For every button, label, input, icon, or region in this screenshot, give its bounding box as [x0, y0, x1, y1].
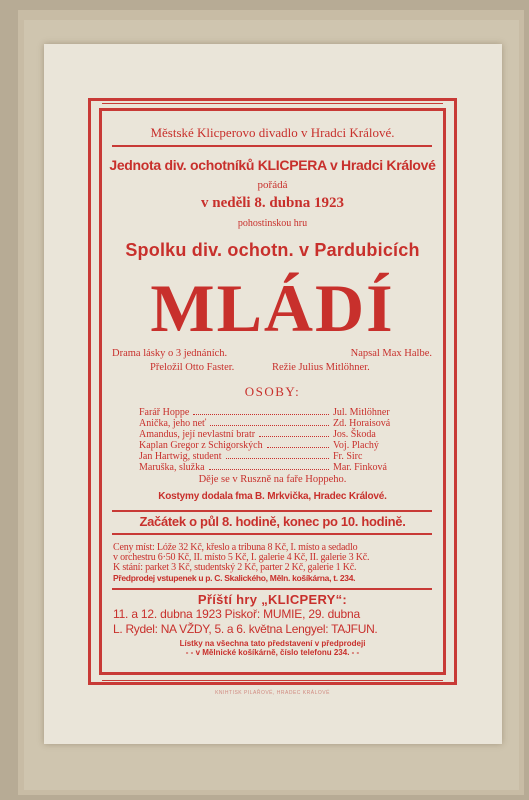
cast-role: Amandus, její nevlastní bratr: [139, 429, 256, 440]
setting-note: Děje se v Ruszně na faře Hoppeho.: [198, 474, 347, 485]
play-title: MLÁDÍ: [150, 270, 395, 346]
leader-dots: [210, 418, 329, 426]
divider: [112, 533, 432, 535]
leader-dots: [193, 407, 329, 415]
price-line: K stání: parket 3 Kč, studentský 2 Kč, parter 2 Kč, galerie 1 Kč.: [113, 562, 357, 573]
cast-role: Kaplan Gregor z Schigorských: [139, 440, 263, 451]
ticket-note: Lístky na všechna tato představení v předprodeji: [179, 639, 366, 648]
next-plays-heading: Příští hry „KLICPERY“:: [197, 592, 348, 607]
theatre-name: Městské Klicperovo divadlo v Hradci Králové.: [150, 125, 395, 140]
cast-row: [139, 440, 401, 451]
start-time: Začátek o půl 8. hodině, konec po 10. hodině.: [139, 514, 406, 529]
director: Režie Julius Mitlöhner.: [272, 362, 370, 373]
organizer: Jednota div. ochotníků KLICPERA v Hradci Králové: [109, 157, 436, 173]
price-line: v orchestru 6·50 Kč, II. místo 5 Kč, I. galerie 4 Kč, II. galerie 3 Kč.: [113, 552, 370, 563]
cast-role: Maruška, služka: [139, 462, 205, 473]
printer-imprint: KNIHTISK PILAŘOVÉ, HRADEC KRÁLOVÉ: [215, 690, 330, 696]
guest-text: pohostinskou hru: [237, 218, 308, 229]
price-line: Ceny míst: Lóže 32 Kč, křeslo a tribuna 8 Kč, I. místo a sedadlo: [113, 542, 358, 553]
leader-dots: [259, 429, 329, 437]
leader-dots: [267, 440, 329, 448]
presents-text: pořádá: [257, 179, 288, 191]
cast-actor: Jul. Mitlöhner: [333, 407, 390, 418]
cast-row: [139, 462, 401, 473]
cast-role: Farář Hoppe: [139, 407, 190, 418]
cast-heading: OSOBY:: [244, 384, 301, 399]
border-ornament-bottom: [102, 680, 443, 681]
cast-actor: Voj. Plachý: [333, 440, 379, 451]
leader-dots: [209, 462, 329, 470]
divider: [112, 145, 432, 147]
cast-row: [139, 429, 401, 440]
cast-row: [139, 451, 401, 462]
presale-info: Předprodej vstupenek u p. C. Skalického, Měln. košíkárna, t. 234.: [113, 573, 356, 583]
cast-row: [139, 418, 401, 429]
cast-actor: Fr. Sirc: [333, 451, 363, 462]
cast-actor: Zd. Horaisová: [333, 418, 391, 429]
divider: [112, 588, 432, 590]
genre: Drama lásky o 3 jednáních.: [112, 348, 228, 359]
leader-dots: [226, 451, 330, 459]
ticket-note: - - v Mělnické košíkárně, číslo telefonu 234. - -: [185, 648, 360, 657]
performance-date: v neděli 8. dubna 1923: [201, 195, 344, 211]
translator: Přeložil Otto Faster.: [150, 362, 235, 373]
next-plays-line: 11. a 12. dubna 1923 Piskoř: MUMIE, 29. dubna: [113, 607, 360, 621]
divider: [112, 510, 432, 512]
guest-company: Spolku div. ochotn. v Pardubicích: [125, 240, 420, 260]
author: Napsal Max Halbe.: [350, 348, 432, 359]
cast-actor: Jos. Škoda: [333, 429, 376, 440]
costumes-credit: Kostymy dodala fma B. Mrkvička, Hradec Králové.: [158, 491, 387, 502]
next-plays-line: L. Rydel: NA VŽDY, 5. a 6. května Lengyel: TAJFUN.: [113, 622, 378, 636]
border-ornament-top: [102, 103, 443, 104]
cast-row: [139, 407, 401, 418]
cast-role: Jan Hartwig, student: [139, 451, 222, 462]
cast-role: Anička, jeho neť: [139, 418, 207, 429]
cast-actor: Mar. Finková: [333, 462, 387, 473]
